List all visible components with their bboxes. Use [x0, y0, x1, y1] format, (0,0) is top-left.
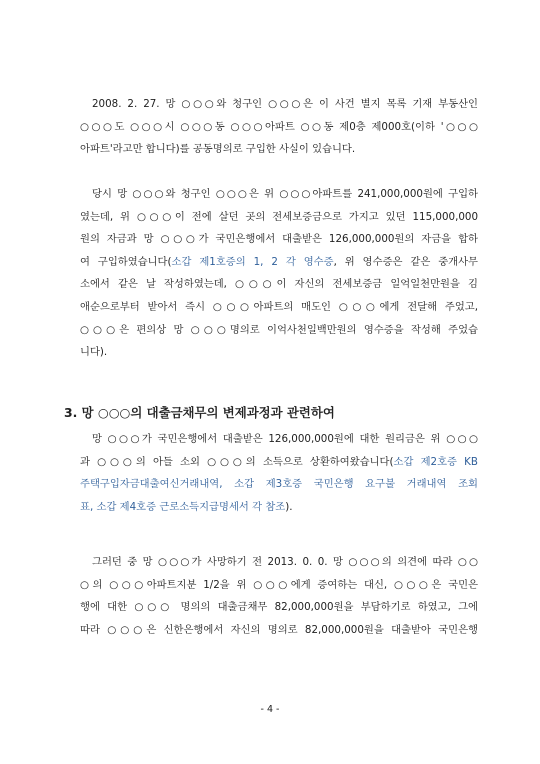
- text-line: 그러던 중 망 ○○○가 사망하기 전 2013. 0. 0. 망 ○○○의 의견에 따라 ○○: [92, 556, 478, 568]
- paragraph-funding: [80, 183, 478, 364]
- page-number: - 4 -: [260, 704, 280, 715]
- evidence-reference: 소갑 제2호증 KB: [393, 455, 478, 468]
- text-line: 따라 ○○○은 신한은행에서 자신의 명의로 82,000,000원을 대출받아 국민은행: [80, 623, 478, 636]
- text-span: ).: [285, 500, 293, 513]
- paragraph-repayment: [80, 428, 478, 518]
- text-line: 애순으로부터 받아서 즉시 ○○○아파트의 매도인 ○○○에게 전달해 주었고,: [80, 300, 478, 313]
- text-line: ○의 ○○○아파트지분 1/2을 위 ○○○에게 증여하는 대신, ○○○은 국민은: [80, 578, 478, 591]
- text-line: ○○○도 ○○○시 ○○○동 ○○○아파트 ○○동 제0층 제000호(이하 '○○○: [80, 120, 478, 133]
- evidence-reference: 주택구입자금대출여신거래내역, 소갑 제3호증 국민은행 요구불 거래내역 조회: [80, 478, 478, 491]
- text-line: 소에서 같은 날 작성하였는데, ○○○이 자신의 전세보증금 일억일천만원을 김: [80, 278, 478, 291]
- text-line: 아파트'라고만 합니다)를 공동명의로 구입한 사실이 있습니다.: [80, 143, 356, 156]
- text-line: ○○○은 편의상 망 ○○○명의로 이억사천일백만원의 영수증을 작성해 주었습: [80, 323, 478, 336]
- text-span: 과 ○○○의 아들 소외 ○○○의 소득으로 상환하여왔습니다(: [80, 455, 394, 468]
- text-line: [80, 473, 478, 496]
- paragraph-purchase: [80, 93, 478, 161]
- evidence-reference: 소갑 제1호증의 1, 2 각 영수증: [171, 255, 334, 268]
- text-line: [80, 496, 478, 519]
- text-line: 였는데, 위 ○○○이 전에 살던 곳의 전세보증금으로 가지고 있던 115,000,000: [80, 210, 478, 223]
- text-line: 니다).: [80, 346, 108, 359]
- text-line: [80, 451, 478, 474]
- text-line: 행에 대한 ○○○ 명의의 대출금채무 82,000,000원을 부담하기로 하였고, 그에: [80, 601, 478, 614]
- text-line: 당시 망 ○○○와 청구인 ○○○은 위 ○○○아파트를 241,000,000원에 구입하: [92, 188, 478, 200]
- text-span: 여 구입하였습니다(: [80, 255, 172, 268]
- evidence-reference: 표, 소갑 제4호증 근로소득지급명세서 각 참조: [80, 500, 286, 513]
- text-line: 2008. 2. 27. 망 ○○○와 청구인 ○○○은 이 사건 별지 목록 기재 부동산인: [92, 98, 478, 110]
- text-line: 망 ○○○가 국민은행에서 대출받은 126,000,000원에 대한 원리금은 위 ○○○: [92, 433, 478, 445]
- text-span: , 위 영수증은 같은 중개사무: [333, 255, 478, 268]
- paragraph-gift-loan: [80, 551, 478, 641]
- text-line: 원의 자금과 망 ○○○가 국민은행에서 대출받은 126,000,000원의 자금을 합하: [80, 233, 478, 246]
- text-line: [80, 251, 478, 274]
- section-heading: 3. 망 ○○○의 대출금채무의 변제과정과 관련하여: [64, 405, 335, 420]
